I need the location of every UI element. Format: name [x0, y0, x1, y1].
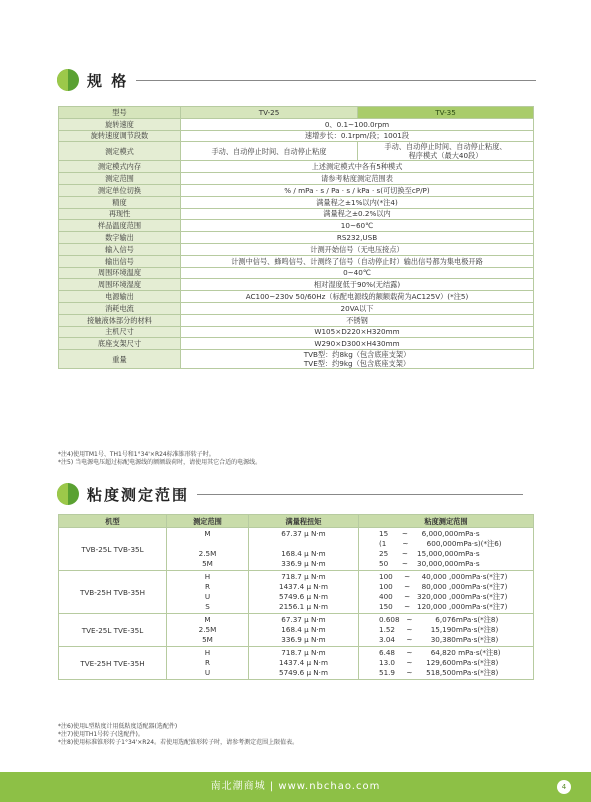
cell-line: 168.4 μ N·m: [281, 625, 326, 634]
section-divider: [136, 80, 536, 81]
row-value-tv35: [358, 142, 534, 161]
table-row: [59, 196, 534, 208]
row-label: 测定模式: [59, 142, 181, 161]
visc-note: *注7)使用TH1号转子(选配件)。: [58, 731, 144, 738]
cell-line: 5749.6 μ N·m: [279, 668, 328, 677]
range-cell: [167, 614, 249, 647]
row-label: 再现性: [59, 208, 181, 220]
table-row: [59, 161, 534, 173]
cell-line: 5M: [202, 635, 213, 644]
cell-line: 718.7 μ N·m: [281, 572, 326, 581]
range-cell: [167, 571, 249, 614]
cell-line: 1437.4 μ N·m: [279, 658, 328, 667]
row-value: [181, 350, 534, 369]
visc-section-title: 粘度测定范围: [87, 485, 190, 504]
cell-line: 5M: [202, 559, 213, 568]
row-value: 相对湿度低于90%(无结露): [181, 279, 534, 291]
row-label: 旋转速度: [59, 118, 181, 130]
row-label: 精度: [59, 196, 181, 208]
row-value: 满量程之±0.2%以内: [181, 208, 534, 220]
cell-line: U: [204, 668, 211, 677]
cell-line: 400 ~ 320,000 ,000mPa·s(*注7): [379, 592, 508, 601]
viscosity-cell: [359, 647, 534, 680]
table-row: [59, 255, 534, 267]
row-value: 10~60℃: [181, 220, 534, 232]
row-label: 周围环境湿度: [59, 279, 181, 291]
row-value: AC100~230v 50/60Hz（标配电源线的额额载荷为AC125V）(*注5): [181, 291, 534, 303]
row-label: 接触液体部分的材料: [59, 314, 181, 326]
table-row: [59, 314, 534, 326]
cell-line: 718.7 μ N·m: [281, 648, 326, 657]
table-row: [59, 243, 534, 255]
row-value: 请参考粘度测定范围表: [181, 173, 534, 185]
row-label: 数字输出: [59, 232, 181, 244]
table-row: [59, 571, 534, 614]
table-row: [59, 338, 534, 350]
cell-line: 50 ~ 30,000,000mPa·s: [379, 559, 480, 568]
cell-line: 13.0 ~ 129,600mPa·s(*注8): [379, 658, 499, 667]
cell-line: S: [205, 602, 210, 611]
model-cell: TVB-25L TVB-35L: [59, 528, 167, 571]
cell-line: (1 ~ 600,000mPa·s)(*注6): [379, 539, 502, 548]
table-row: [59, 528, 534, 571]
row-label: 电源输出: [59, 291, 181, 303]
spec-notes: [58, 451, 261, 467]
row-label: 样品温度范围: [59, 220, 181, 232]
cell-line: 168.4 μ N·m: [281, 549, 326, 558]
cell-line: 2.5M: [198, 625, 217, 634]
model-cell: TVE-25H TVE-35H: [59, 647, 167, 680]
table-row: [59, 173, 534, 185]
table-row: [59, 220, 534, 232]
cell-line: 25 ~ 15,000,000mPa·s: [379, 549, 480, 558]
cell-line: 1437.4 μ N·m: [279, 582, 328, 591]
cell-line: 0.608 ~ 6,076mPa·s(*注8): [379, 615, 499, 624]
row-value: 不锈钢: [181, 314, 534, 326]
value-line: TVB型：约8kg（包含底座支架）: [303, 350, 411, 360]
cell-line: 6.48 ~ 64,820 mPa·s(*注8): [379, 648, 501, 657]
header-model-tv25: TV-25: [181, 107, 358, 119]
visc-note: *注6)使用L型粘度计用低粘度适配器(选配件): [58, 723, 178, 730]
torque-cell: [249, 614, 359, 647]
col-header-model: 机型: [59, 515, 167, 528]
page-footer: [0, 772, 591, 802]
viscosity-cell: [359, 528, 534, 571]
row-value: 0、0.1~100.0rpm: [181, 118, 534, 130]
table-row: [59, 184, 534, 196]
row-value: 满量程之±1%以内(*注4): [181, 196, 534, 208]
row-value: 计测开始信号（无电压接点）: [181, 243, 534, 255]
table-row: [59, 267, 534, 279]
section-divider: [197, 494, 523, 495]
spec-note: *注5) 当电源电压超过标配电源线的额额载荷时，请使用其它合适的电源线。: [58, 459, 262, 466]
table-row: [59, 350, 534, 369]
viscosity-range-table: [58, 514, 534, 680]
cell-line: R: [205, 658, 210, 667]
table-row: [59, 118, 534, 130]
cell-line: [249, 539, 358, 549]
table-row: [59, 291, 534, 303]
table-row: [59, 142, 534, 161]
torque-cell: [249, 528, 359, 571]
header-label: 型号: [59, 107, 181, 119]
visc-section-header: [57, 483, 523, 505]
row-value: 20VA以下: [181, 302, 534, 314]
col-header-viscosity: 粘度测定范围: [359, 515, 534, 528]
model-cell: TVE-25L TVE-35L: [59, 614, 167, 647]
torque-cell: [249, 647, 359, 680]
visc-note: *注8)使用标准锥形转子1°34'×R24。若使用选配锥形转子时，请参考测定范围上限值表。: [58, 739, 299, 746]
row-label: 重量: [59, 350, 181, 369]
visc-notes: [58, 723, 298, 747]
cell-line: U: [204, 592, 211, 601]
row-label: 主机尺寸: [59, 326, 181, 338]
cell-line: 2.5M: [198, 549, 217, 558]
row-label: 测定单位切换: [59, 184, 181, 196]
row-label: 输出信号: [59, 255, 181, 267]
table-header-row: [59, 515, 534, 528]
cell-line: 15 ~ 6,000,000mPa·s: [379, 529, 480, 538]
cell-line: 2156.1 μ N·m: [279, 602, 328, 611]
cell-line: 1.52 ~ 15,190mPa·s(*注8): [379, 625, 499, 634]
table-row: [59, 326, 534, 338]
row-value: W105×D220×H320mm: [181, 326, 534, 338]
cell-line: 336.9 μ N·m: [281, 635, 326, 644]
cell-line: 67.37 μ N·m: [281, 529, 326, 538]
value-line: TVE型：约9kg（包含底座支架）: [303, 359, 411, 369]
cell-line: 100 ~ 40,000 ,000mPa·s(*注7): [379, 572, 508, 581]
spec-section-title: 规 格: [87, 71, 129, 90]
section-bullet-icon: [57, 69, 79, 91]
cell-line: M: [204, 615, 211, 624]
cell-line: 5749.6 μ N·m: [279, 592, 328, 601]
cell-line: 67.37 μ N·m: [281, 615, 326, 624]
table-row: [59, 279, 534, 291]
row-label: 底座支架尺寸: [59, 338, 181, 350]
range-cell: [167, 528, 249, 571]
model-cell: TVB-25H TVB-35H: [59, 571, 167, 614]
cell-line: H: [204, 648, 211, 657]
cell-line: M: [204, 529, 211, 538]
table-row: [59, 614, 534, 647]
row-value: % / mPa · s / Pa · s / kPa · s(可切换至cP/P): [181, 184, 534, 196]
table-row: [59, 232, 534, 244]
range-cell: [167, 647, 249, 680]
table-row: [59, 208, 534, 220]
torque-cell: [249, 571, 359, 614]
cell-line: 336.9 μ N·m: [281, 559, 326, 568]
cell-line: R: [205, 582, 210, 591]
viscosity-cell: [359, 614, 534, 647]
row-value: W290×D300×H430mm: [181, 338, 534, 350]
table-row: [59, 302, 534, 314]
viscosity-cell: [359, 571, 534, 614]
spec-section-header: [57, 69, 536, 91]
row-value-tv25: 手动、自动停止时间、自动停止粘度: [181, 142, 358, 161]
row-label: 旋转速度调节段数: [59, 130, 181, 142]
spec-note: *注4)使用TM1号、TH1号和1°34'×R24标准锥形转子时。: [58, 451, 215, 458]
cell-line: 51.9 ~ 518,500mPa·s(*注8): [379, 668, 499, 677]
spec-table: [58, 106, 534, 369]
col-header-range: 测定范围: [167, 515, 249, 528]
footer-text: 南北潮商城 | www.nbchao.com: [210, 781, 381, 792]
row-value: RS232,USB: [181, 232, 534, 244]
row-value: 计测中信号、蜂鸣信号、计测终了信号（自动停止时）输出信号都为集电极开路: [181, 255, 534, 267]
cell-line: H: [204, 572, 211, 581]
row-label: 周围环境温度: [59, 267, 181, 279]
value-line: 手动、自动停止时间、自动停止粘度、: [384, 142, 507, 152]
row-label: 测定模式内存: [59, 161, 181, 173]
row-label: 消耗电流: [59, 302, 181, 314]
section-bullet-icon: [57, 483, 79, 505]
page-number: 4: [557, 780, 571, 794]
cell-line: 3.04 ~ 30,380mPa·s(*注8): [379, 635, 499, 644]
table-header-row: [59, 107, 534, 119]
row-value: 上述测定模式中各有5种模式: [181, 161, 534, 173]
row-value: 速增步长：0.1rpm/段；1001段: [181, 130, 534, 142]
cell-line: 100 ~ 80,000 ,000mPa·s(*注7): [379, 582, 508, 591]
row-value: 0~40℃: [181, 267, 534, 279]
row-label: 输入信号: [59, 243, 181, 255]
header-model-tv35: TV-35: [358, 107, 534, 119]
value-line: 程序模式（最大40段）: [408, 151, 483, 161]
cell-line: [167, 539, 248, 549]
table-row: [59, 647, 534, 680]
table-row: [59, 130, 534, 142]
row-label: 测定范围: [59, 173, 181, 185]
col-header-torque: 满量程扭矩: [249, 515, 359, 528]
cell-line: 150 ~ 120,000 ,000mPa·s(*注7): [379, 602, 508, 611]
